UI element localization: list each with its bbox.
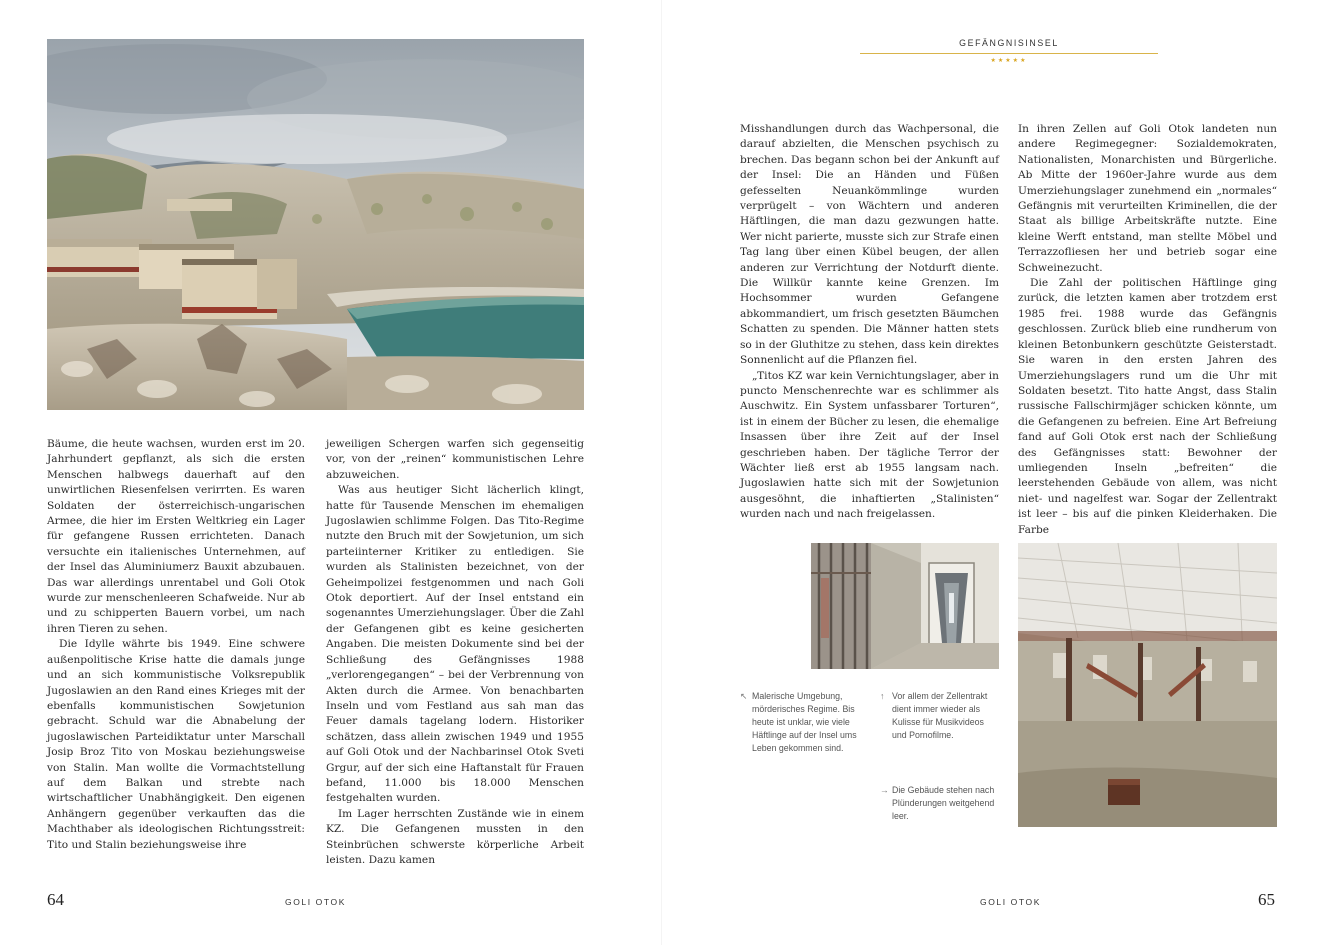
- left-page-column-1: [47, 437, 305, 853]
- island-landscape-photo: [47, 39, 584, 410]
- paragraph: In ihren Zellen auf Goli Otok landeten nun andere Regimegegner: Sozialdemokraten, Nationalisten, Monarchisten und Bürgerliche. Ab Mitte der 1960er-Jahre wurde aus dem Umerziehungslager zunehmend ein „normales“ Gefängnis mit verurteilten Kriminellen, die der Staat als billige Arbeitskräfte nutzte. Eine kleine Werft entstand, man stellte Möbel und Terrazzofliesen her und betrieb sogar eine Schweinezucht.: [1018, 123, 1277, 274]
- paragraph: Bäume, die heute wachsen, wurden erst im 20. Jahrhundert gepflanzt, als sich die ersten Menschen halbwegs dauerhaft auf den unwirtlichen Riesenfelsen verirrten. Es waren Soldaten der österreichisch-ungarischen Armee, die hier im Ersten Weltkrieg ein Lager für gefangene Russen errichteten. Danach versuchte ein italienisches Unternehmen, auf der Insel das Aluminiumerz Bauxit abzubauen. Das war allerdings unrentabel und Goli Otok wurde zur menschenleeren Schafweide. Nur ab und zu schipperten Bauern vorbei, um nach ihren Tieren zu sehen.: [47, 438, 305, 635]
- paragraph: Die Idylle währte bis 1949. Eine schwere außenpolitische Krise hatte die damals junge und an sich kommunistische Volksrepublik Jugoslawien an den Rand eines Krieges mit der ebenfalls kommunistischen Sowjetunion gebracht. Schuld war die Abnabelung der jugoslawischen Parteidiktatur unter Marschall Josip Broz Tito von Moskau beziehungsweise von Stalin. Man wollte die Vormachtstellung auf dem Balkan und strebte nach wirtschaftlicher Unabhängigkeit. Den eigenen Anhängern gegenüber verkauften das die Machthaber als ideologischen Richtungsstreit: Tito und Stalin beziehungsweise ihre: [47, 638, 305, 851]
- section-title: GEFÄNGNISINSEL: [959, 38, 1059, 48]
- caption-landscape: [740, 690, 865, 755]
- caption-corridor: [880, 690, 1000, 742]
- header-rule: [860, 53, 1158, 54]
- left-page-column-2: [326, 437, 584, 868]
- caption-text: Malerische Umgebung, mörderisches Regime. Bis heute ist unklar, wie viele Häftlinge auf der Insel ums Leben gekommen sind.: [752, 691, 857, 753]
- caption-text: Vor allem der Zellentrakt dient immer wieder als Kulisse für Musikvideos und Pornofilme.: [892, 691, 988, 740]
- paragraph: Was aus heutiger Sicht lächerlich klingt, hatte für Tausende Menschen im ehemaligen Jugoslawien schlimme Folgen. Das Tito-Regime nutzte den Bruch mit der Sowjetunion, um sich parteiinterner Kritiker zu entledigen. Sie wurden als Stalinisten bezeichnet, von der Geheimpolizei festgenommen und nach Goli Otok deportiert. Auf der Insel entstand ein sogenanntes Umerziehungslager. Über die Zahl der Gefangenen gibt es keine gesicherten Angaben. Die meisten Dokumente sind bei der Schließung des Gefängnisses 1988 „verlorengegangen“ – bei der Verbrennung von Akten durch die Armee. Von benachbarten Inseln und vom Festland aus sah man das Feuer damals tagelang lodern. Historiker schätzen, dass allein zwischen 1949 und 1955 auf Goli Otok und der Nachbarinsel Otok Sveti Grgur, auf der sich eine Haftanstalt für Frauen befand, 11.000 bis 18.000 Menschen festgehalten wurden.: [326, 484, 584, 805]
- paragraph: Im Lager herrschten Zustände wie in einem KZ. Die Gefangenen mussten in den Steinbrüchen schwerste körperliche Arbeit leisten. Dazu kamen: [326, 807, 584, 866]
- caption-hall: [880, 784, 1000, 823]
- running-title-right: GOLI OTOK: [980, 897, 1042, 907]
- paragraph: Die Zahl der politischen Häftlinge ging zurück, die letzten kamen aber trotzdem erst 1985 frei. 1988 wurde das Gefängnis geschlossen. Zurück blieb eine rundherum von kleinen Betonbunkern geschützte Geisterstadt. Sie waren in den ersten Jahren des Umerziehungslagers rund um die Uhr mit Soldaten besetzt. Tito hatte Angst, dass Stalin russische Fallschirmjäger schicken könnte, um die Gefangenen zu befreien. Eine Art Befreiung fand auf Goli Otok erst nach der Schließung des Gefängnisses statt: Bewohner der umliegenden Inseln „befreiten“ die leerstehenden Gebäude von allem, was nicht niet- und nagelfest war. Sogar der Zellentrakt ist leer – bis auf die pinken Kleiderhaken. Die Farbe: [1018, 277, 1277, 536]
- arrow-up-icon: ↑: [880, 691, 885, 701]
- empty-hall-photo: [1018, 543, 1277, 827]
- paragraph: „Titos KZ war kein Vernichtungslager, aber in puncto Menschenrechte war es schlimmer als Auschwitz. Ein System unfassbarer Torturen“, ist in einem der Bücher zu lesen, die ehemalige Insassen über ihre Zeit auf der Insel geschrieben haben. Der tägliche Terror der Wächter ließ erst ab 1955 langsam nach. Jugoslawien hatte sich mit der Sowjetunion ausgesöhnt, die inhaftierten „Stalinisten“ wurden nach und nach freigelassen.: [740, 369, 999, 521]
- caption-text: Die Gebäude stehen nach Plünderungen weitgehend leer.: [892, 785, 995, 821]
- arrow-right-icon: →: [880, 785, 889, 795]
- cell-corridor-photo: [811, 543, 999, 669]
- right-page-column-2: [1018, 122, 1277, 538]
- paragraph: Misshandlungen durch das Wachpersonal, die darauf abzielten, die Menschen psychisch zu brechen. Das begann schon bei der Ankunft auf der Insel: Die an Händen und Füßen gefesselten Neuankömmlinge wurden verprügelt – von Wächtern und anderen Häftlingen, die man dazu gezwungen hatte. Wer nicht parierte, musste sich zur Strafe einen Tag lang über einen Kübel beugen, der allen anderen zur Verrichtung der Notdurft diente. Die Willkür kannte keine Grenzen. Im Hochsommer wurden Gefangene abkommandiert, um frisch gesetzten Bäumchen Schatten zu spenden. Die Männer hatten stets so in der Gluthitze zu stehen, dass kein direktes Sonnenlicht auf die Pflanzen fiel.: [740, 123, 999, 367]
- right-page-column-1: [740, 122, 999, 523]
- rating-stars-icon: ★★★★★: [990, 57, 1028, 64]
- spread-gutter: [661, 0, 662, 945]
- page-number-right: 65: [1258, 890, 1275, 909]
- running-title-left: GOLI OTOK: [285, 897, 347, 907]
- page-number-left: 64: [47, 890, 64, 909]
- arrow-up-left-icon: ↖: [740, 691, 748, 701]
- paragraph: jeweiligen Schergen warfen sich gegenseitig vor, von der „reinen“ kommunistischen Lehre abzuweichen.: [326, 438, 584, 481]
